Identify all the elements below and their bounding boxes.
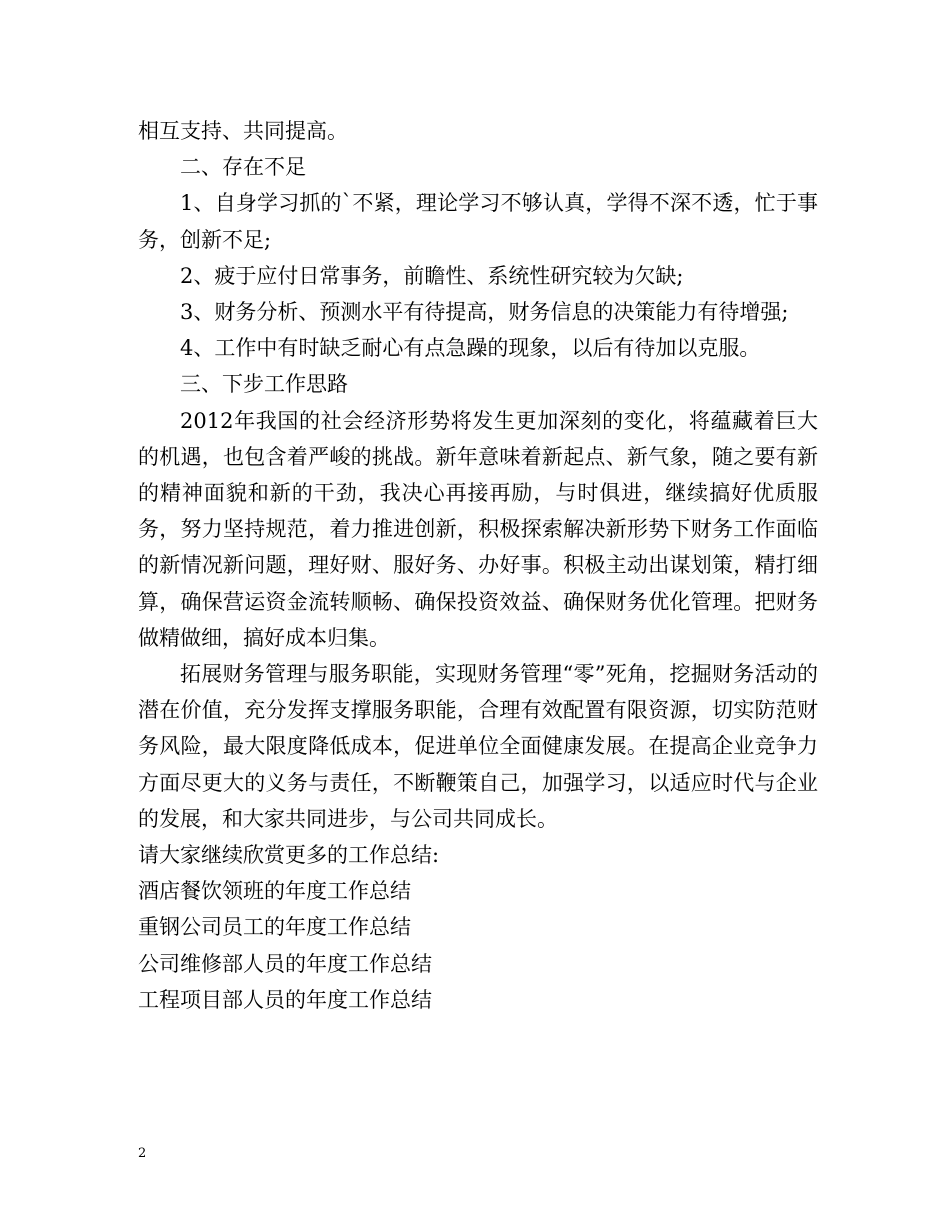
document-body: [138, 113, 818, 1018]
shortcoming-item-4: 4、工作中有时缺乏耐心有点急躁的现象，以后有待加以克服。: [180, 336, 761, 361]
section-heading-next-steps: 三、下步工作思路: [180, 372, 348, 397]
shortcoming-item-3: 3、财务分析、预测水平有待提高，财务信息的决策能力有待增强;: [180, 300, 789, 325]
related-summary-link: 重钢公司员工的年度工作总结: [138, 915, 411, 940]
related-summary-link: 工程项目部人员的年度工作总结: [138, 987, 432, 1012]
shortcoming-item-2: 2、疲于应付日常事务，前瞻性、系统性研究较为欠缺;: [180, 263, 684, 288]
shortcoming-item-1: 1、自身学习抓的`不紧，理论学习不够认真，学得不深不透，忙于事务，创新不足;: [138, 191, 818, 252]
section-heading-shortcomings: 二、存在不足: [180, 155, 306, 180]
next-steps-paragraph-1: 2012年我国的社会经济形势将发生更加深刻的变化，将蕴藏着巨大的机遇，也包含着严峻的挑战。新年意味着新起点、新气象，随之要有新的精神面貌和新的干劲，我决心再接再励，与时俱进，继续搞好优质服务，努力坚持规范，着力推进创新，积极探索解决新形势下财务工作面临的新情况新问题，理好财、服好务、办好事。积极主动出谋划策，精打细算，确保营运资金流转顺畅、确保投资效益、确保财务优化管理。把财务做精做细，搞好成本归集。: [138, 408, 818, 650]
paragraph-continuation: 相互支持、共同提高。: [138, 119, 348, 143]
more-summaries-intro: 请大家继续欣赏更多的工作总结:: [138, 843, 440, 868]
page-number: 2: [138, 1146, 147, 1161]
next-steps-paragraph-2: 拓展财务管理与服务职能，实现财务管理“零”死角，挖掘财务活动的潜在价值，充分发挥支撑服务职能，合理有效配置有限资源，切实防范财务风险，最大限度降低成本，促进单位全面健康发展。在提高企业竞争力方面尽更大的义务与责任，不断鞭策自己，加强学习，以适应时代与企业的发展，和大家共同进步，与公司共同成长。: [138, 662, 818, 831]
related-summary-link: 酒店餐饮领班的年度工作总结: [138, 879, 411, 904]
related-summary-link: 公司维修部人员的年度工作总结: [138, 951, 432, 976]
